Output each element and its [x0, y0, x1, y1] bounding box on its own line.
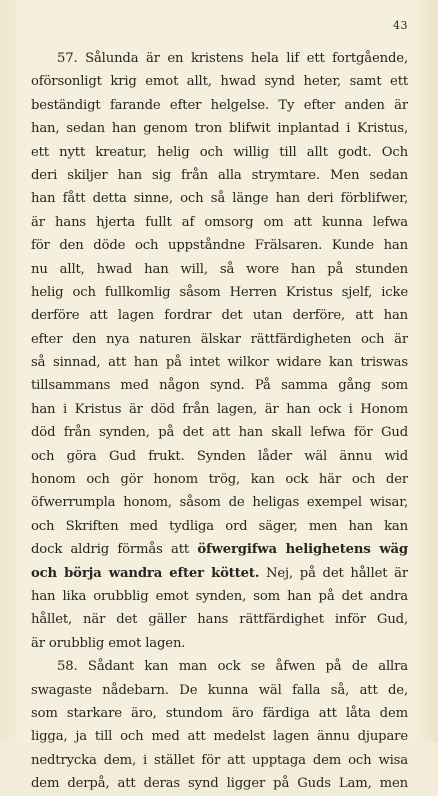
line-text: han fått detta sinne, och så länge han deri förblifwer, [31, 191, 408, 207]
emphasized-text: öfwergifwa helighetens wäg [197, 542, 408, 558]
line-text: derföre att lagen fordrar det utan derföre, att han [31, 308, 408, 324]
line-text: och göra Gud frukt. Synden låder wäl ännu wid [31, 448, 408, 464]
text-line [31, 468, 408, 491]
text-line [31, 538, 408, 561]
text-line [31, 562, 408, 585]
line-text: nedtrycka dem, i stället för att upptaga dem och wisa [31, 752, 408, 768]
line-text: swagaste nådebarn. De kunna wäl falla så, att de, [31, 682, 408, 698]
text-line [31, 679, 408, 702]
line-text: han i Kristus är död från lagen, är han ock i Honom [31, 401, 408, 417]
text-line [31, 421, 408, 444]
line-text: han, sedan han genom tron blifwit inplantad i Kristus, [31, 121, 408, 137]
line-text: är hans hjerta fullt af omsorg om att kunna lefwa [31, 214, 408, 230]
line-text: honom och gör honom trög, kan ock här och der [31, 472, 408, 488]
line-text: nu allt, hwad han will, så wore han på stunden [31, 261, 408, 277]
line-text: oförsonligt krig emot allt, hwad synd heter, samt ett [31, 74, 408, 90]
text-line [31, 632, 408, 655]
text-line [31, 374, 408, 397]
text-line [31, 772, 408, 795]
text-line [31, 164, 408, 187]
text-line [31, 281, 408, 304]
text-line [31, 187, 408, 210]
line-text: och Skriften med tydliga ord säger, men han kan [31, 518, 408, 534]
emphasized-text: och börja wandra efter köttet. [31, 565, 260, 581]
text-line [31, 585, 408, 608]
text-line [31, 94, 408, 117]
body-text [31, 47, 408, 796]
text-line [31, 515, 408, 538]
text-line [31, 70, 408, 93]
text-line [31, 491, 408, 514]
line-text: 57. Sålunda är en kristens hela lif ett fortgående, [57, 51, 408, 66]
line-text: 58. Sådant kan man ock se åfwen på de allra [57, 659, 408, 675]
text-line [31, 47, 408, 70]
line-text: tillsammans med någon synd. På samma gång som [31, 378, 408, 394]
line-text: han lika orubblig emot synden, som han på det andra [31, 588, 408, 604]
line-text: hållet, när det gäller hans rättfärdighet inför Gud, [31, 612, 408, 628]
line-text: dem derpå, att deras synd ligger på Guds Lam, men [31, 776, 408, 792]
line-text: helig och fullkomlig såsom Herren Kristus sjelf, icke [31, 284, 408, 300]
line-text: ligga, ja till och med att medelst lagen ännu djupare [31, 729, 408, 745]
line-text: ett nytt kreatur, helig och willig till allt godt. Och [31, 144, 408, 160]
text-line [31, 398, 408, 421]
text-line [31, 211, 408, 234]
line-text: så sinnad, att han på intet wilkor widare kan triswas [31, 355, 408, 371]
line-text: beständigt farande efter helgelse. Ty efter anden är [31, 97, 408, 113]
text-line [31, 655, 408, 678]
line-text: efter den nya naturen älskar rättfärdigheten och är [31, 331, 408, 347]
line-text: deri skiljer han sig från alla strymtare. Men sedan [31, 167, 408, 183]
text-line [31, 328, 408, 351]
line-text: för den döde och uppståndne Frälsaren. Kunde han [31, 238, 408, 254]
text-line [31, 117, 408, 140]
text-line [31, 141, 408, 164]
text-line [31, 234, 408, 257]
text-line [31, 608, 408, 631]
text-line [31, 445, 408, 468]
text-line [31, 725, 408, 748]
text-line [31, 702, 408, 725]
text-line [31, 351, 408, 374]
page-number: 43 [393, 19, 408, 32]
line-text: Nej, på det hållet är [259, 565, 408, 581]
line-text: som starkare äro, stundom äro färdiga att låta dem [31, 705, 408, 721]
line-text: dock aldrig förmås att [31, 542, 190, 558]
line-text: öfwerrumpla honom, såsom de heligas exempel wisar, [31, 495, 408, 511]
text-line [31, 304, 408, 327]
line-text: är orubblig emot lagen. [31, 635, 186, 651]
text-line [31, 749, 408, 772]
text-line [31, 258, 408, 281]
line-text: död från synden, på det att han skall lefwa för Gud [31, 425, 408, 441]
